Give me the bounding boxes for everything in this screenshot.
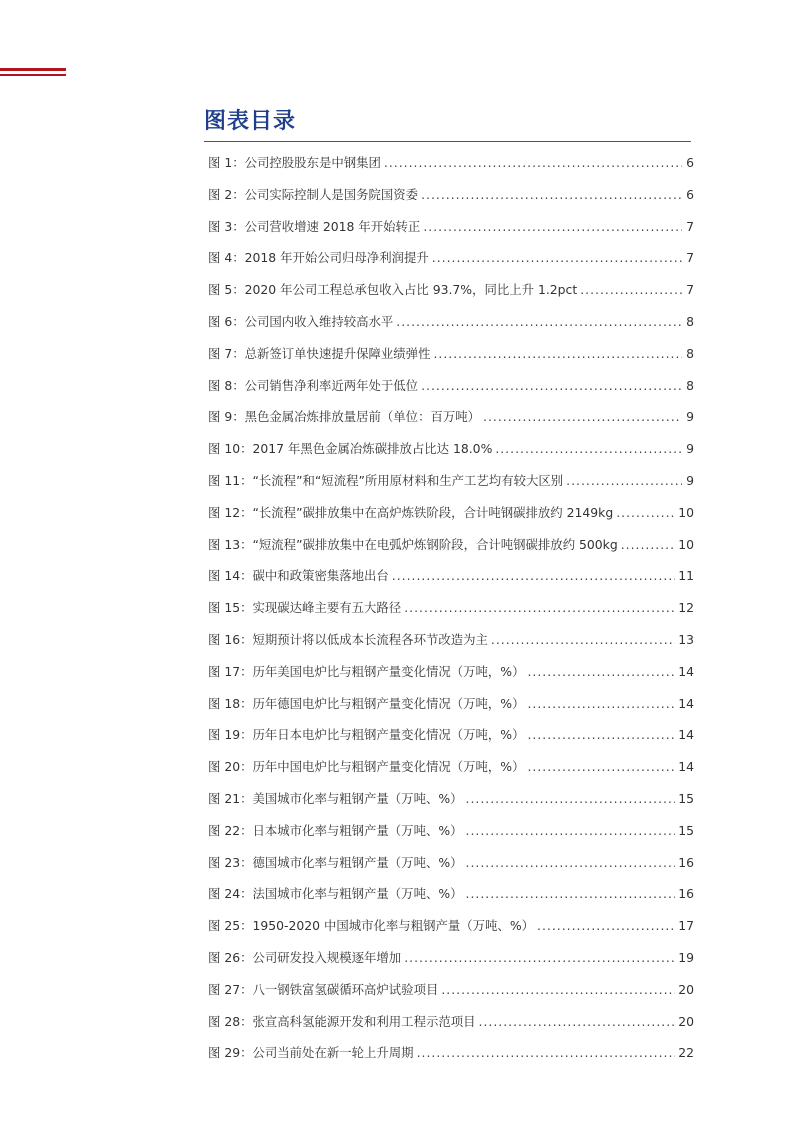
header-accent-bar-bottom — [0, 74, 66, 76]
toc-entry-8[interactable] — [208, 375, 694, 407]
toc-entry-4[interactable] — [208, 247, 694, 279]
toc-entry-page: 8 — [686, 313, 694, 329]
toc-entry-page: 17 — [678, 918, 694, 934]
toc-entry-page: 14 — [678, 759, 694, 775]
toc-entry-label: 图 6：公司国内收入维持较高水平 — [208, 313, 394, 329]
toc-entry-label: 图 29：公司当前处在新一轮上升周期 — [208, 1045, 414, 1061]
toc-dot-leader — [433, 343, 682, 365]
toc-dot-leader — [616, 502, 675, 524]
toc-entry-label: 图 26：公司研发投入规模逐年增加 — [208, 949, 402, 965]
toc-entry-27[interactable] — [208, 979, 694, 1011]
toc-entry-label: 图 24：法国城市化率与粗钢产量（万吨、%） — [208, 886, 463, 902]
toc-entry-label: 图 10：2017 年黑色金属冶炼碳排放占比达 18.0% — [208, 441, 493, 457]
toc-entry-label: 图 5：2020 年公司工程总承包收入占比 93.7%，同比上升 1.2pct — [208, 282, 578, 298]
toc-entry-label: 图 17：历年美国电炉比与粗钢产量变化情况（万吨，%） — [208, 663, 525, 679]
toc-entry-page: 7 — [686, 218, 694, 234]
toc-dot-leader — [421, 184, 682, 206]
toc-dot-leader — [417, 1042, 676, 1064]
toc-entry-6[interactable] — [208, 311, 694, 343]
toc-entry-13[interactable] — [208, 534, 694, 566]
toc-dot-leader — [396, 311, 682, 333]
toc-entry-label: 图 11：“长流程”和“短流程”所用原材料和生产工艺均有较大区别 — [208, 472, 564, 488]
toc-entry-page: 22 — [678, 1045, 694, 1061]
toc-entry-page: 9 — [686, 409, 694, 425]
toc-entry-label: 图 22：日本城市化率与粗钢产量（万吨、%） — [208, 822, 463, 838]
toc-entry-page: 7 — [686, 282, 694, 298]
toc-entry-label: 图 25：1950-2020 中国城市化率与粗钢产量（万吨、%） — [208, 918, 534, 934]
toc-dot-leader — [423, 216, 682, 238]
toc-entry-24[interactable] — [208, 883, 694, 915]
toc-dot-leader — [537, 915, 675, 937]
title-divider — [204, 141, 691, 142]
page-title: 图表目录 — [204, 109, 297, 134]
toc-entry-page: 9 — [686, 472, 694, 488]
toc-entry-page: 8 — [686, 345, 694, 361]
header-accent-bar-top — [0, 68, 66, 71]
toc-entry-21[interactable] — [208, 788, 694, 820]
toc-entry-2[interactable] — [208, 184, 694, 216]
toc-dot-leader — [404, 947, 675, 969]
toc-entry-page: 14 — [678, 727, 694, 743]
toc-entry-label: 图 23：德国城市化率与粗钢产量（万吨、%） — [208, 854, 463, 870]
toc-entry-5[interactable] — [208, 279, 694, 311]
toc-entry-label: 图 14：碳中和政策密集落地出台 — [208, 568, 389, 584]
toc-entry-page: 15 — [678, 790, 694, 806]
toc-entry-15[interactable] — [208, 597, 694, 629]
toc-entry-page: 13 — [678, 631, 694, 647]
toc-dot-leader — [466, 852, 676, 874]
toc-entry-14[interactable] — [208, 565, 694, 597]
toc-entry-16[interactable] — [208, 629, 694, 661]
toc-dot-leader — [466, 820, 676, 842]
toc-dot-leader — [491, 629, 675, 651]
toc-dot-leader — [441, 979, 675, 1001]
toc-entry-12[interactable] — [208, 502, 694, 534]
toc-dot-leader — [483, 406, 682, 428]
toc-entry-label: 图 21：美国城市化率与粗钢产量（万吨、%） — [208, 790, 463, 806]
toc-dot-leader — [495, 438, 682, 460]
toc-entry-label: 图 20：历年中国电炉比与粗钢产量变化情况（万吨，%） — [208, 759, 525, 775]
toc-dot-leader — [466, 788, 676, 810]
toc-entry-18[interactable] — [208, 693, 694, 725]
toc-entry-label: 图 13：“短流程”碳排放集中在电弧炉炼钢阶段，合计吨钢碳排放约 500kg — [208, 536, 618, 552]
toc-dot-leader — [421, 375, 682, 397]
toc-entry-page: 10 — [678, 504, 694, 520]
toc-entry-page: 8 — [686, 377, 694, 393]
toc-entry-page: 6 — [686, 186, 694, 202]
toc-entry-3[interactable] — [208, 216, 694, 248]
toc-entry-label: 图 4：2018 年开始公司归母净利润提升 — [208, 250, 429, 266]
toc-entry-label: 图 3：公司营收增速 2018 年开始转正 — [208, 218, 421, 234]
toc-dot-leader — [527, 724, 675, 746]
toc-entry-page: 20 — [678, 981, 694, 997]
toc-dot-leader — [621, 534, 675, 556]
toc-dot-leader — [384, 152, 682, 174]
toc-entry-label: 图 7：总新签订单快速提升保障业绩弹性 — [208, 345, 431, 361]
toc-entry-label: 图 2：公司实际控制人是国务院国资委 — [208, 186, 419, 202]
toc-entry-label: 图 1：公司控股股东是中钢集团 — [208, 155, 381, 170]
toc-dot-leader — [566, 470, 682, 492]
toc-entry-page: 6 — [686, 155, 694, 170]
toc-entry-label: 图 9：黑色金属冶炼排放量居前（单位：百万吨） — [208, 409, 481, 425]
toc-entry-page: 9 — [686, 441, 694, 457]
toc-entry-9[interactable] — [208, 406, 694, 438]
toc-entry-label: 图 27：八一钢铁富氢碳循环高炉试验项目 — [208, 981, 439, 997]
toc-dot-leader — [479, 1011, 676, 1033]
toc-entry-11[interactable] — [208, 470, 694, 502]
toc-dot-leader — [527, 693, 675, 715]
toc-entry-10[interactable] — [208, 438, 694, 470]
toc-dot-leader — [466, 883, 676, 905]
toc-entry-25[interactable] — [208, 915, 694, 947]
toc-dot-leader — [392, 565, 675, 587]
toc-entry-label: 图 18：历年德国电炉比与粗钢产量变化情况（万吨，%） — [208, 695, 525, 711]
toc-entry-page: 7 — [686, 250, 694, 266]
toc-entry-19[interactable] — [208, 724, 694, 756]
toc-entry-1[interactable] — [208, 152, 694, 184]
toc-entry-label: 图 15：实现碳达峰主要有五大路径 — [208, 600, 402, 616]
toc-entry-label: 图 16：短期预计将以低成本长流程各环节改造为主 — [208, 631, 488, 647]
toc-entry-label: 图 12：“长流程”碳排放集中在高炉炼铁阶段，合计吨钢碳排放约 2149kg — [208, 504, 614, 520]
toc-entry-page: 12 — [678, 600, 694, 616]
figure-toc-list — [208, 152, 694, 1074]
toc-entry-page: 14 — [678, 695, 694, 711]
toc-entry-7[interactable] — [208, 343, 694, 375]
toc-entry-label: 图 8：公司销售净利率近两年处于低位 — [208, 377, 419, 393]
toc-entry-page: 20 — [678, 1013, 694, 1029]
toc-dot-leader — [580, 279, 682, 301]
toc-entry-22[interactable] — [208, 820, 694, 852]
toc-entry-page: 10 — [678, 536, 694, 552]
toc-entry-page: 15 — [678, 822, 694, 838]
toc-entry-page: 16 — [678, 886, 694, 902]
toc-entry-26[interactable] — [208, 947, 694, 979]
toc-entry-17[interactable] — [208, 661, 694, 693]
toc-dot-leader — [432, 247, 682, 269]
toc-entry-page: 14 — [678, 663, 694, 679]
toc-dot-leader — [527, 661, 675, 683]
toc-dot-leader — [404, 597, 675, 619]
toc-entry-page: 11 — [678, 568, 694, 584]
toc-entry-29[interactable] — [208, 1042, 694, 1074]
toc-entry-label: 图 28：张宣高科氢能源开发和利用工程示范项目 — [208, 1013, 476, 1029]
toc-entry-20[interactable] — [208, 756, 694, 788]
toc-entry-page: 16 — [678, 854, 694, 870]
toc-entry-28[interactable] — [208, 1011, 694, 1043]
toc-entry-label: 图 19：历年日本电炉比与粗钢产量变化情况（万吨，%） — [208, 727, 525, 743]
toc-dot-leader — [527, 756, 675, 778]
toc-entry-page: 19 — [678, 949, 694, 965]
toc-entry-23[interactable] — [208, 852, 694, 884]
